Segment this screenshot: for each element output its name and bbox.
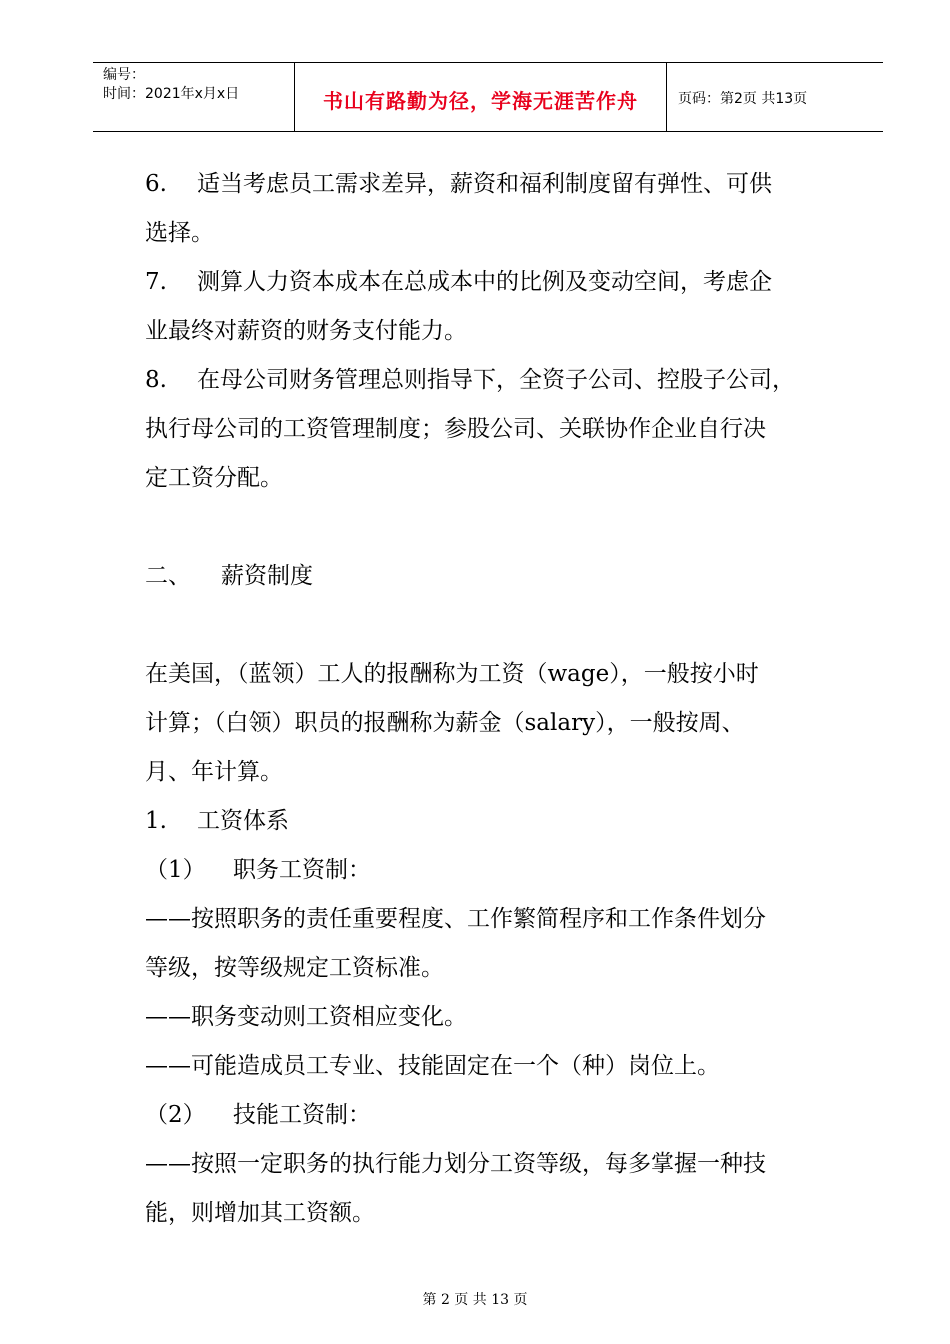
page-header — [93, 62, 883, 132]
header-meta — [103, 66, 239, 104]
spacer — [145, 503, 845, 552]
document-number-label: 编号： — [103, 67, 145, 83]
section-title: 薪资制度 — [221, 563, 313, 589]
paragraph-text: 在母公司财务管理总则指导下，全资子公司、控股子公司， — [197, 367, 795, 393]
paragraph-line: ——按照一定职务的执行能力划分工资等级，每多掌握一种技 — [145, 1151, 766, 1177]
item-number: 1. — [145, 808, 167, 834]
page-footer: 第 2 页 共 13 页 — [422, 1292, 528, 1308]
subsection-title: 工资体系 — [197, 808, 289, 834]
paragraph-line: ——职务变动则工资相应变化。 — [145, 1004, 467, 1030]
paragraph-line — [145, 356, 845, 405]
paragraph-line — [145, 160, 845, 209]
document-time: 时间：2021年x月x日 — [103, 86, 240, 102]
item-number: （2） — [145, 1102, 206, 1128]
paragraph-line — [145, 258, 845, 307]
paragraph-line: 选择。 — [145, 220, 214, 246]
subsection-heading — [145, 1091, 845, 1140]
paragraph-line: ——可能造成员工专业、技能固定在一个（种）岗位上。 — [145, 1053, 720, 1079]
section-number: 二、 — [145, 563, 191, 589]
paragraph-line: 计算；（白领）职员的报酬称为薪金（salary），一般按周、 — [145, 710, 745, 736]
header-motto: 书山有路勤为径，学海无涯苦作舟 — [323, 89, 638, 113]
header-page-info: 页码：第2页 共13页 — [678, 91, 808, 107]
document-body — [145, 160, 845, 1238]
subsection-title: 技能工资制： — [233, 1102, 371, 1128]
item-number: 7. — [145, 269, 167, 295]
paragraph-line: 月、年计算。 — [145, 759, 283, 785]
item-number: 6. — [145, 171, 167, 197]
header-divider — [666, 63, 667, 131]
paragraph-line: 定工资分配。 — [145, 465, 283, 491]
paragraph-line: 等级，按等级规定工资标准。 — [145, 955, 444, 981]
item-number: （1） — [145, 857, 206, 883]
paragraph-line: ——按照职务的责任重要程度、工作繁简程序和工作条件划分 — [145, 906, 766, 932]
subsection-title: 职务工资制： — [233, 857, 371, 883]
item-number: 8. — [145, 367, 167, 393]
paragraph-line: 业最终对薪资的财务支付能力。 — [145, 318, 467, 344]
paragraph-line: 执行母公司的工资管理制度；参股公司、关联协作企业自行决 — [145, 416, 766, 442]
subsection-heading — [145, 797, 845, 846]
paragraph-text: 测算人力资本成本在总成本中的比例及变动空间，考虑企 — [197, 269, 772, 295]
paragraph-line: 能，则增加其工资额。 — [145, 1200, 375, 1226]
paragraph-text: 适当考虑员工需求差异，薪资和福利制度留有弹性、可供 — [197, 171, 772, 197]
section-heading — [145, 552, 845, 601]
subsection-heading — [145, 846, 845, 895]
paragraph-line: 在美国，（蓝领）工人的报酬称为工资（wage），一般按小时 — [145, 661, 759, 687]
spacer — [145, 601, 845, 650]
